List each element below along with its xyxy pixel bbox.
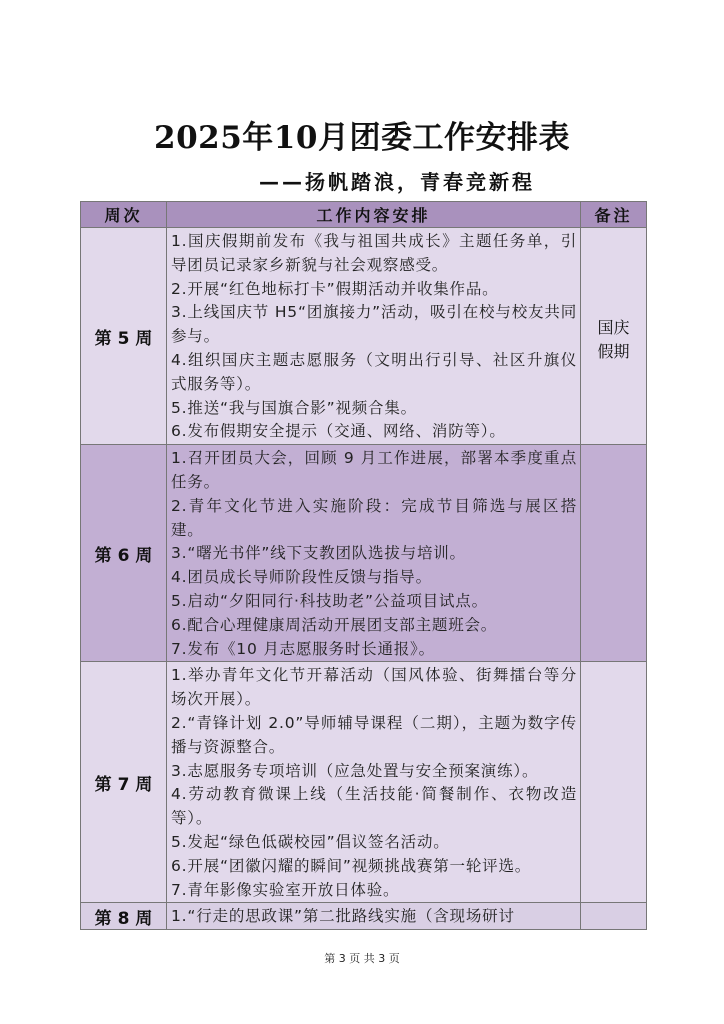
list-item: 4.组织国庆主题志愿服务（文明出行引导、社区升旗仪式服务等）。 bbox=[171, 350, 577, 393]
table-row-week-5 bbox=[81, 228, 647, 445]
list-item: 7.发布《10 月志愿服务时长通报》。 bbox=[171, 639, 435, 658]
note-text: 国庆假期 bbox=[597, 318, 630, 361]
content-cell bbox=[167, 903, 581, 930]
list-item: 1.举办青年文化节开幕活动（国风体验、街舞擂台等分场次开展）。 bbox=[171, 666, 577, 709]
table-row-week-7 bbox=[81, 662, 647, 903]
note-cell bbox=[581, 228, 647, 445]
list-item: 3.志愿服务专项培训（应急处置与安全预案演练）。 bbox=[171, 761, 539, 780]
note-cell bbox=[581, 662, 647, 903]
page-footer: 第 3 页 共 3 页 bbox=[324, 952, 400, 965]
week-cell: 第 8 周 bbox=[81, 903, 167, 930]
list-item: 7.青年影像实验室开放日体验。 bbox=[171, 880, 400, 899]
page-title: 2025年10月团委工作安排表 bbox=[154, 120, 570, 156]
note-cell bbox=[581, 903, 647, 930]
list-item: 5.启动“夕阳同行·科技助老”公益项目试点。 bbox=[171, 591, 488, 610]
list-item: 3.“曙光书伴”线下支教团队选拔与培训。 bbox=[171, 544, 466, 563]
table-row-week-8 bbox=[81, 903, 647, 930]
week-cell: 第 5 周 bbox=[81, 228, 167, 445]
content-cell bbox=[167, 228, 581, 445]
header-note: 备注 bbox=[581, 202, 647, 228]
list-item: 1.“行走的思政课”第二批路线实施（含现场研讨 bbox=[171, 907, 515, 926]
page-subtitle: ——扬帆踏浪，青春竞新程 bbox=[259, 170, 535, 194]
table-row-week-6 bbox=[81, 445, 647, 662]
list-item: 5.发起“绿色低碳校园”倡议签名活动。 bbox=[171, 832, 450, 851]
list-item: 6.发布假期安全提示（交通、网络、消防等）。 bbox=[171, 422, 506, 441]
note-cell bbox=[581, 445, 647, 662]
list-item: 1.国庆假期前发布《我与祖国共成长》主题任务单，引导团员记录家乡新貌与社会观察感受。 bbox=[171, 232, 577, 274]
list-item: 1.召开团员大会，回顾 9 月工作进展，部署本季度重点任务。 bbox=[171, 449, 577, 491]
list-item: 6.开展“团徽闪耀的瞬间”视频挑战赛第一轮评选。 bbox=[171, 856, 532, 875]
week-cell: 第 6 周 bbox=[81, 445, 167, 662]
table-header-row bbox=[81, 202, 647, 228]
list-item: 2.开展“红色地标打卡”假期活动并收集作品。 bbox=[171, 279, 499, 298]
list-item: 5.推送“我与国旗合影”视频合集。 bbox=[171, 398, 417, 417]
list-item: 3.上线国庆节 H5“团旗接力”活动，吸引在校与校友共同参与。 bbox=[171, 303, 577, 346]
content-cell bbox=[167, 445, 581, 662]
header-content: 工作内容安排 bbox=[167, 202, 581, 228]
list-item: 2.青年文化节进入实施阶段：完成节目筛选与展区搭建。 bbox=[171, 496, 577, 539]
schedule-table bbox=[80, 201, 647, 930]
list-item: 2.“青锋计划 2.0”导师辅导课程（二期），主题为数字传播与资源整合。 bbox=[171, 713, 577, 756]
list-item: 4.劳动教育微课上线（生活技能·简餐制作、衣物改造等）。 bbox=[171, 785, 577, 828]
content-cell bbox=[167, 662, 581, 903]
list-item: 4.团员成长导师阶段性反馈与指导。 bbox=[171, 568, 432, 587]
header-week: 周次 bbox=[81, 202, 167, 228]
week-cell: 第 7 周 bbox=[81, 662, 167, 903]
list-item: 6.配合心理健康周活动开展团支部主题班会。 bbox=[171, 615, 498, 634]
